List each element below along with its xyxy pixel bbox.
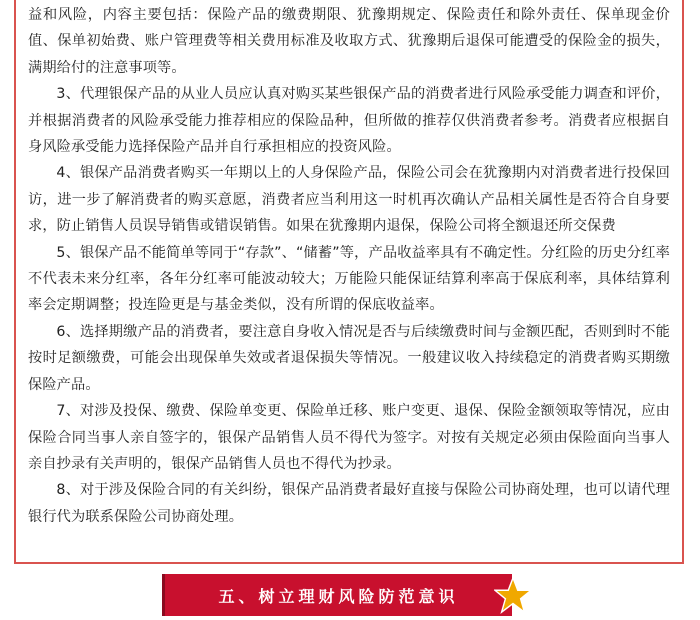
section-heading-text: 五、树立理财风险防范意识 [218, 586, 459, 606]
paragraph-continuation: 益和风险，内容主要包括：保险产品的缴费期限、犹豫期规定、保险责任和除外责任、保单现金价值、保单初始费、账户管理费等相关费用标准及收取方式、犹豫期后退保可能遭受的保险金的损失，满期给付的注意事项等。 [28, 7, 670, 76]
article-body [28, 2, 670, 530]
paragraph-item-6: 6、选择期缴产品的消费者，要注意自身收入情况是否与后续缴费时间与金额匹配，否则到时不能按时足额缴费，可能会出现保单失效或者退保损失等情况。一般建议收入持续稳定的消费者购买期缴保险产品。 [28, 323, 670, 393]
paragraph-item-4: 4、银保产品消费者购买一年期以上的人身保险产品，保险公司会在犹豫期内对消费者进行投保回访，进一步了解消费者的购买意愿，消费者应当利用这一时机再次确认产品相关属性是否符合自身要求，防止销售人员误导销售或错误销售。如果在犹豫期内退保，保险公司将全额退还所交保费 [28, 165, 670, 235]
paragraph-item-5: 5、银保产品不能简单等同于“存款”、“储蓄”等，产品收益率具有不确定性。分红险的历史分红率不代表未来分红率，各年分红率可能波动较大；万能险只能保证结算利率高于保底利率，具体结算利率会定期调整；投连险更是与基金类似，没有所谓的保底收益率。 [28, 244, 670, 314]
section-heading-banner [162, 574, 532, 616]
section-heading-box [162, 574, 512, 616]
paragraph-item-8: 8、对于涉及保险合同的有关纠纷，银保产品消费者最好直接与保险公司协商处理，也可以请代理银行代为联系保险公司协商处理。 [28, 482, 670, 525]
paragraph-item-7: 7、对涉及投保、缴费、保险单变更、保险单迁移、账户变更、退保、保险金额领取等情况，应由保险合同当事人亲自签字的，银保产品销售人员不得代为签字。对按有关规定必须由保险面向当事人亲自抄录有关声明的，银保产品销售人员也不得代为抄录。 [28, 403, 670, 472]
star-icon [494, 576, 532, 614]
paragraph-item-3: 3、代理银保产品的从业人员应认真对购买某些银保产品的消费者进行风险承受能力调查和评价，并根据消费者的风险承受能力推荐相应的保险品种，但所做的推荐仅供消费者参考。消费者应根据自身风险承受能力选择保险产品并自行承担相应的投资风险。 [28, 86, 670, 156]
